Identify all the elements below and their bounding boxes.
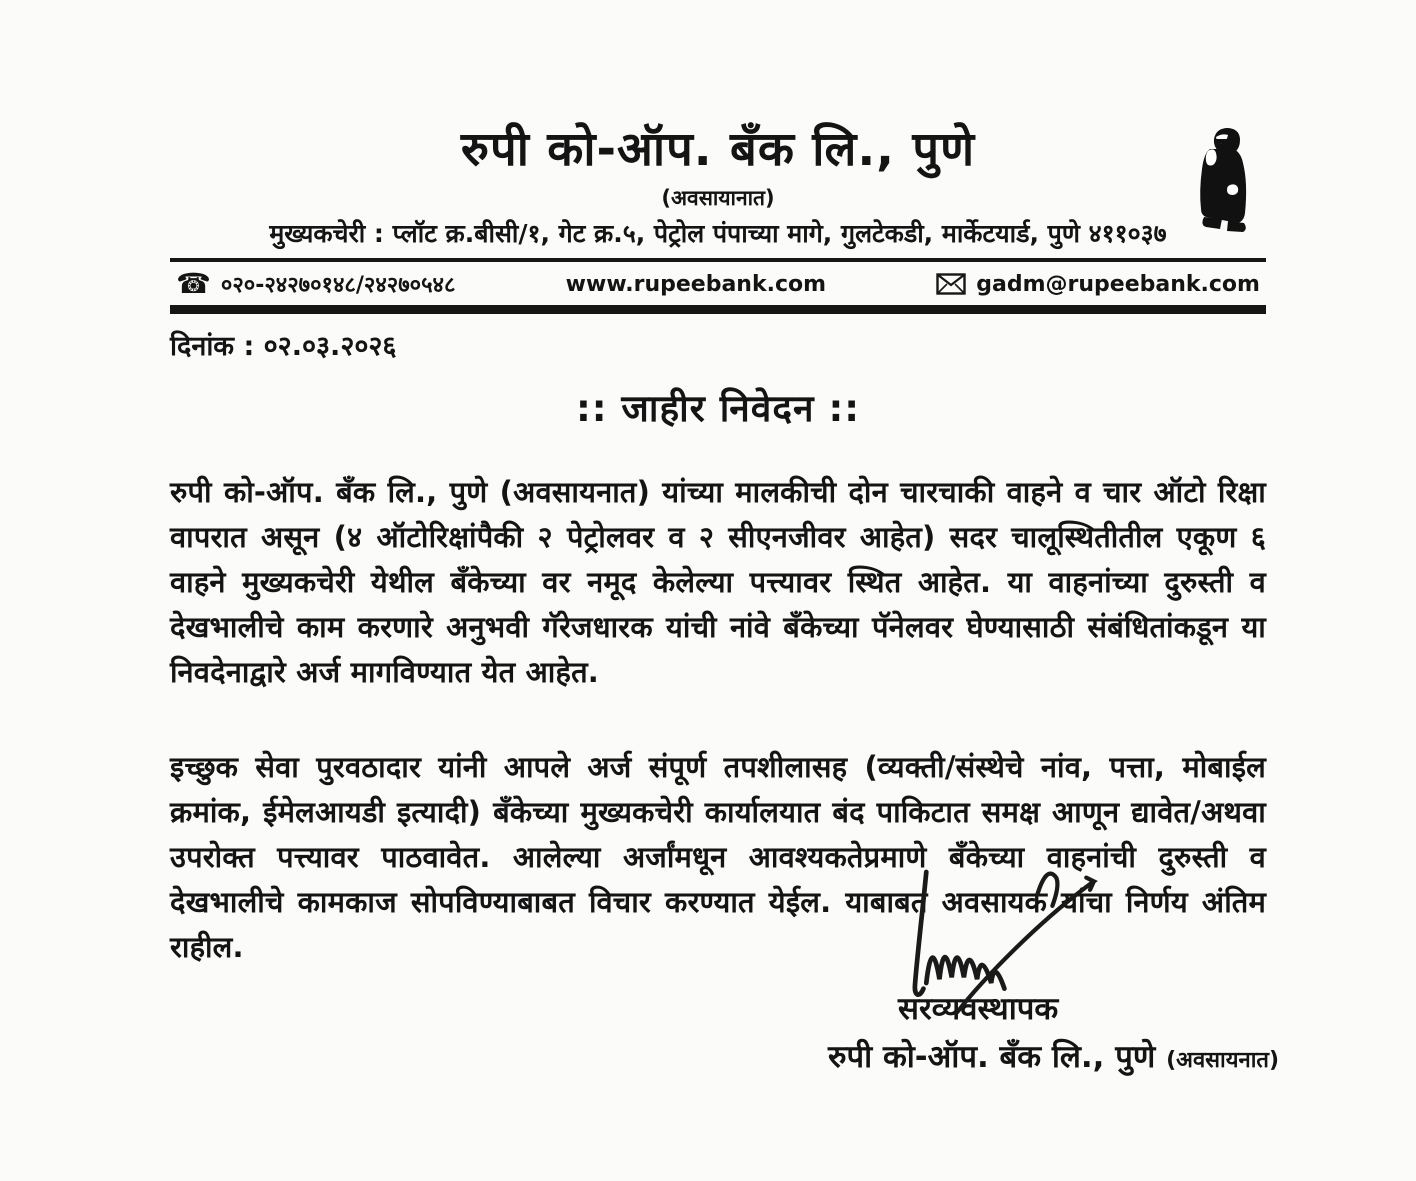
- phone-numbers: ०२०-२४२७०१४८/२४२७०५४८: [220, 273, 456, 299]
- liquidation-note: (अवसायानात): [661, 186, 775, 211]
- letterhead: [170, 0, 1266, 250]
- signature-block: [828, 855, 1280, 1077]
- telephone-icon: ☎: [176, 267, 211, 301]
- org-name: रुपी को-ऑप. बँक लि., पुणे: [828, 1039, 1156, 1075]
- signatory-designation: सरव्यवस्थापक: [898, 991, 1059, 1027]
- contact-bar-divider: [170, 305, 1266, 314]
- email-text: gadm@rupeebank.com: [976, 271, 1260, 297]
- bank-name: रुपी को-ऑप. बँक लि., पुणे: [460, 122, 976, 177]
- phone-block: [176, 269, 455, 299]
- envelope-icon: [936, 273, 966, 295]
- contact-bar: [170, 262, 1266, 305]
- email-block: [936, 272, 1260, 297]
- org-liquidation-suffix: (अवसायनात): [1166, 1048, 1280, 1073]
- notice-paragraph-2: इच्छुक सेवा पुरवठादार यांनी आपले अर्ज संपूर्ण तपशीलासह (व्यक्ती/संस्थेचे नांव, पत्ता, मोबाईल क्रमांक, ईमेलआयडी इत्यादी) बँकेच्या मुख्यकचेरी कार्यालयात बंद पाकिटात समक्ष आणून द्यावेत/अथवा उपरोक्त पत्त्यावर पाठवावेत. आलेल्या अर्जांमधून आवश्यकतेप्रमाणे बँकेच्या वाहनांची दुरुस्ती व देखभालीचे कामकाज सोपविण्याबाबत विचार करण्यात येईल. याबाबत अवसायक यांचा निर्णय अंतिम राहील.: [170, 750, 1266, 965]
- handwritten-signature: [896, 855, 1126, 1015]
- head-office-address: मुख्यकचेरी : प्लॉट क्र.बीसी/१, गेट क्र.५, पेट्रोल पंपाच्या मागे, गुलटेकडी, मार्केटयार्ड, पुणे ४११०३७: [269, 219, 1167, 249]
- notice-title: :: जाहीर निवेदन ::: [575, 387, 861, 431]
- notice-date: दिनांक : ०२.०३.२०२६: [170, 331, 397, 363]
- notice-paragraph-1: रुपी को-ऑप. बँक लि., पुणे (अवसायनात) यांच्या मालकीची दोन चारचाकी वाहने व चार ऑटो रिक्षा वापरात असून (४ ऑटोरिक्षांपैकी २ पेट्रोलवर व २ सीएनजीवर आहेत) सदर चालूस्थितीतील एकूण ६ वाहने मुख्यकचेरी येथील बँकेच्या वर नमूद केलेल्या पत्त्यावर स्थित आहेत. या वाहनांच्या दुरुस्ती व देखभालीचे काम करणारे अनुभवी गॅरेजधारक यांची नांवे बँकेच्या पॅनेलवर घेण्यासाठी संबंधितांकडून या निवदेनाद्वारे अर्ज मागविण्यात येत आहेत.: [170, 475, 1266, 690]
- website-text: www.rupeebank.com: [565, 271, 827, 297]
- signatory-organization: [828, 1035, 1280, 1077]
